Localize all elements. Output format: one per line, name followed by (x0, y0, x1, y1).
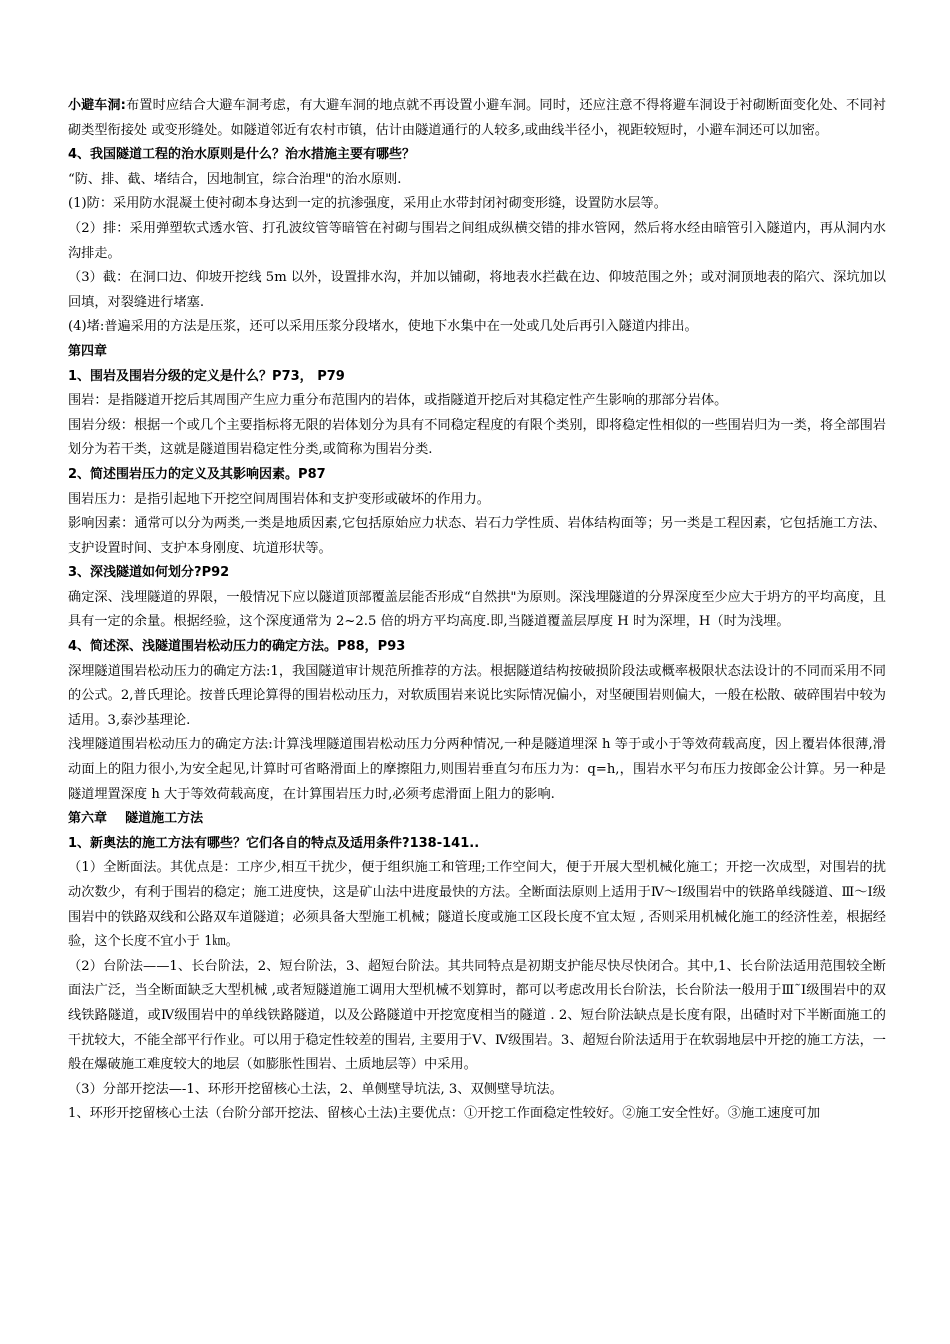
paragraph: 浅埋隧道围岩松动压力的确定方法:计算浅埋隧道围岩松动压力分两种情况,一种是隧道埋深 h 等于或小于等效荷载高度，因上覆岩体很薄,滑动面上的阻力很小,为安全起见,计算时可省略滑面上的摩擦阻力,则围岩垂直匀布压力为：q=h,，围岩水平匀布压力按郎金公计算。另一种是隧道埋置深度 h 大于等效荷载高度，在计算围岩压力时,必须考虑滑面上阻力的影响. (68, 737, 886, 802)
paragraph: 围岩压力：是指引起地下开挖空间周围岩体和支护变形或破坏的作用力。 (68, 491, 490, 507)
paragraph: （2）排：采用弹塑软式透水管、打孔波纹管等暗管在衬砌与围岩之间组成纵横交错的排水管网，然后将水经由暗管引入隧道内，再从洞内水沟排走。 (68, 220, 886, 261)
paragraph: 围岩分级：根据一个或几个主要指标将无限的岩体划分为具有不同稳定程度的有限个类别，即将稳定性相似的一些围岩归为一类，将全部围岩划分为若干类，这就是隧道围岩稳定性分类,或简称为围岩分类. (68, 417, 886, 458)
paragraph: 围岩：是指隧道开挖后其周围产生应力重分布范围内的岩体，或指隧道开挖后对其稳定性产生影响的那部分岩体。 (68, 393, 728, 409)
paragraph: (1)防：采用防水混凝土使衬砌本身达到一定的抗渗强度，采用止水带封闭衬砌变形缝，设置防水层等。 (68, 196, 667, 212)
question-heading: 1、新奥法的施工方法有哪些？它们各自的特点及适用条件?138-141.. (68, 835, 480, 851)
paragraph: 1、环形开挖留核心土法（台阶分部开挖法、留核心土法)主要优点：①开挖工作面稳定性较好。②施工安全性好。③施工速度可加 (68, 1106, 821, 1122)
paragraph: （3）分部开挖法—-1、环形开挖留核心土法，2、单侧壁导坑法, 3、双侧壁导坑法。 (68, 1081, 563, 1097)
paragraph: 深埋隧道围岩松动压力的确定方法:1，我国隧道审计规范所推荐的方法。根据隧道结构按破损阶段法或概率极限状态法设计的不同而采用不同的公式。2,普氏理论。按普氏理论算得的围岩松动压力，对软质围岩来说比实际情况偏小，对坚硬围岩则偏大，一般在松散、破碎围岩中较为适用。3,泰沙基理论. (68, 663, 886, 728)
question-heading: 4、简述深、浅隧道围岩松动压力的确定方法。P88，P93 (68, 639, 406, 655)
paragraph: 确定深、浅埋隧道的界限，一般情况下应以隧道顶部覆盖层能否形成“自然拱"为原则。深浅埋隧道的分界深度至少应大于坍方的平均高度，且具有一定的余量。根据经验，这个深度通常为 2~2.5 倍的坍方平均高度.即,当隧道覆盖层厚度 H 时为深埋，H（时为浅埋。 (68, 589, 886, 630)
document-page (68, 94, 886, 1127)
term-label: 小避车洞: (68, 98, 126, 113)
chapter-heading: 第六章 隧道施工方法 (68, 811, 204, 827)
paragraph: 影响因素：通常可以分为两类,一类是地质因素,它包括原始应力状态、岩石力学性质、岩体结构面等；另一类是工程因素，它包括施工方法、支护设置时间、支护本身刚度、坑道形状等。 (68, 516, 886, 556)
question-heading: 1、围岩及围岩分级的定义是什么？P73， P79 (68, 368, 345, 384)
chapter-heading: 第四章 (68, 343, 108, 359)
paragraph: （1）全断面法。其优点是：工序少,相互干扰少，便于组织施工和管理;工作空间大，便于开展大型机械化施工；开挖一次成型，对围岩的扰动次数少，有利于围岩的稳定；施工进度快，这是矿山法中进度最快的方法。全断面法原则上适用于Ⅳ～Ⅰ级围岩中的铁路单线隧道、Ⅲ～Ⅰ级围岩中的铁路双线和公路双车道隧道；必须具备大型施工机械；隧道长度或施工区段长度不宜太短 , 否则采用机械化施工的经济性差，根据经验，这个长度不宜小于 1㎞。 (68, 860, 886, 950)
paragraph-text: 布置时应结合大避车洞考虑，有大避车洞的地点就不再设置小避车洞。同时，还应注意不得将避车洞设于衬砌断面变化处、不同衬砌类型衔接处 或变形缝处。如隧道邻近有农村市镇，估计由隧道通行的人较多,或曲线半径小，视距较短时，小避车洞还可以加密。 (68, 98, 886, 138)
paragraph: (4)堵:普遍采用的方法是压浆，还可以采用压浆分段堵水，使地下水集中在一处或几处后再引入隧道内排出。 (68, 319, 698, 335)
question-heading: 3、深浅隧道如何划分?P92 (68, 565, 230, 581)
paragraph: （3）截：在洞口边、仰坡开挖线 5m 以外，设置排水沟，并加以铺砌，将地表水拦截在边、仰坡范围之外；或对洞顶地表的陷穴、深坑加以回填，对裂缝进行堵塞. (68, 270, 886, 310)
paragraph (68, 94, 886, 143)
question-heading: 4、我国隧道工程的治水原则是什么？治水措施主要有哪些？ (68, 147, 416, 163)
question-heading: 2、简述围岩压力的定义及其影响因素。P87 (68, 466, 326, 482)
paragraph: “防、排、截、堵结合，因地制宜，综合治理"的治水原则. (68, 171, 402, 187)
paragraph: （2）台阶法——1、长台阶法，2、短台阶法，3、超短台阶法。其共同特点是初期支护能尽快尽快闭合。其中,1、长台阶法适用范围较全断面法广泛，当全断面缺乏大型机械 ,或者短隧道施工调用大型机械不划算时，都可以考虑改用长台阶法，长台阶法一般用于Ⅲ˜Ⅰ级围岩中的双线铁路隧道，或Ⅳ级围岩中的单线铁路隧道，以及公路隧道中开挖宽度相当的隧道 . 2、短台阶法缺点是长度有限，出碴时对下半断面施工的干扰较大，不能全部平行作业。可以用于稳定性较差的围岩, 主要用于Ⅴ、Ⅳ级围岩。3、超短台阶法适用于在软弱地层中开挖的施工方法，一般在爆破施工难度较大的地层（如膨胀性围岩、土质地层等）中采用。 (68, 958, 886, 1073)
